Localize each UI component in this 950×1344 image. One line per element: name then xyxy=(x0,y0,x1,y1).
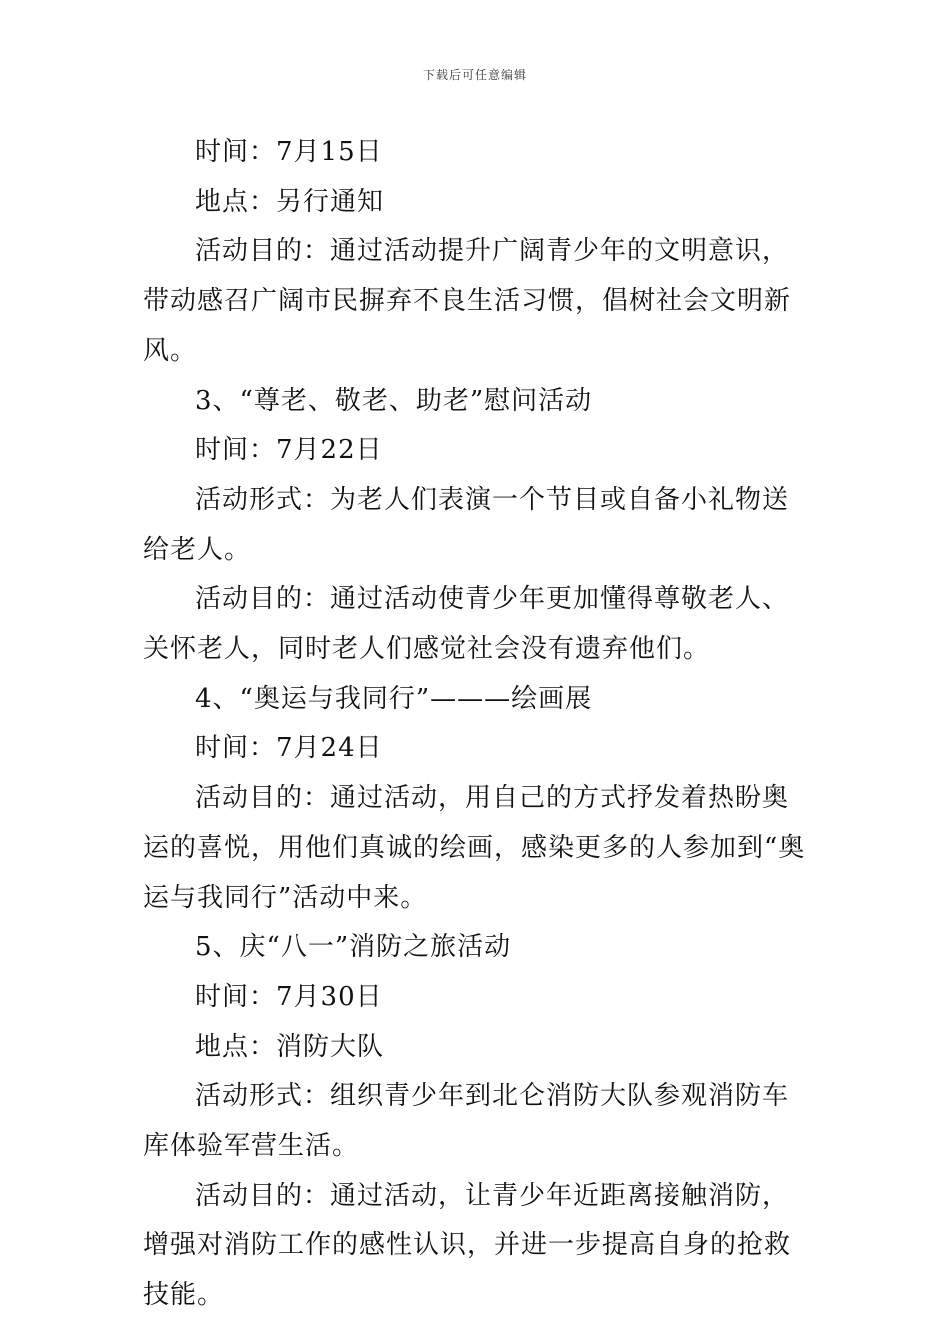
paragraph-time-1: 时间：7月15日 xyxy=(195,137,383,167)
paragraph-place-5: 地点：消防大队 xyxy=(195,1031,385,1062)
paragraph-purpose-4: 活动目的：通过活动，用自己的方式抒发着热盼奥运的喜悦，用他们真诚的绘画，感染更多的人参加到“奥运与我同行”活动中来。 xyxy=(143,783,806,913)
paragraph-purpose-3: 活动目的：通过活动使青少年更加懂得尊敬老人、关怀老人，同时老人们感觉社会没有遗弃他们。 xyxy=(143,584,790,665)
paragraph-time-4: 时间：7月24日 xyxy=(195,733,383,764)
paragraph-place-1: 地点：另行通知 xyxy=(195,186,385,217)
paragraph-form-3: 活动形式：为老人们表演一个节目或自备小礼物送给老人。 xyxy=(143,484,790,565)
paragraph-time-5: 时间：7月30日 xyxy=(195,981,383,1012)
paragraph-purpose-1: 活动目的：通过活动提升广阔青少年的文明意识，带动感召广阔市民摒弃不良生活习惯，倡树社会文明新风。 xyxy=(143,236,792,366)
document-body xyxy=(143,128,807,1321)
page-header-note: 下载后可任意编辑 xyxy=(422,68,527,82)
section-heading-3: 3、“尊老、敬老、助老”慰问活动 xyxy=(195,385,593,416)
section-heading-5: 5、庆“八一”消防之旅活动 xyxy=(195,932,512,963)
paragraph-form-5: 活动形式：组织青少年到北仑消防大队参观消防车库体验军营生活。 xyxy=(143,1081,790,1162)
paragraph-time-3: 时间：7月22日 xyxy=(195,435,383,466)
section-heading-4: 4、“奥运与我同行”———绘画展 xyxy=(195,683,593,714)
paragraph-purpose-5: 活动目的：通过活动，让青少年近距离接触消防，增强对消防工作的感性认识，并进一步提高自身的抢救技能。 xyxy=(143,1180,792,1311)
